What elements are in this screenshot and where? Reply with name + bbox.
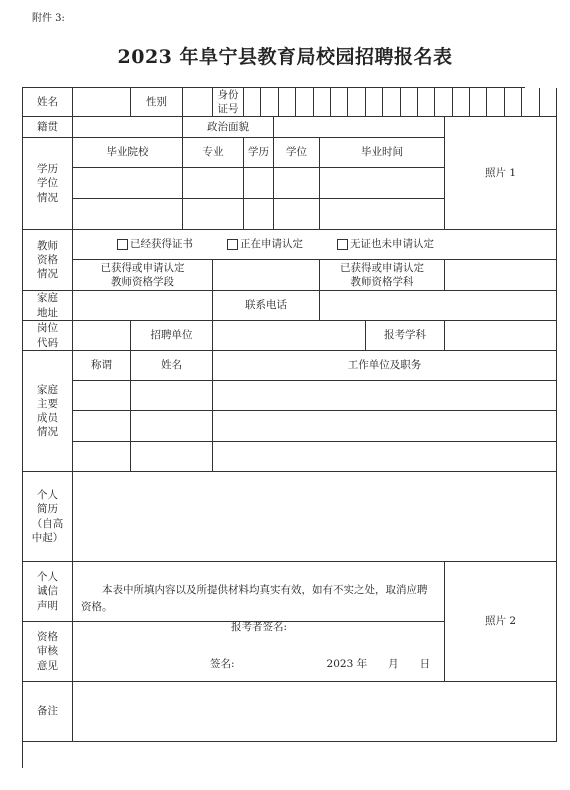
cert-option-applying[interactable]: 正在申请认定: [227, 237, 303, 251]
id-digit-box[interactable]: [522, 88, 539, 116]
id-digit-box[interactable]: [314, 88, 331, 116]
photo-2-box[interactable]: 照片 2: [445, 562, 557, 682]
gender-label: 性别: [131, 88, 183, 117]
family-name-field[interactable]: [131, 411, 213, 442]
edu-header-degree-level: 学历: [244, 138, 274, 168]
exam-subject-field[interactable]: [445, 321, 557, 351]
native-place-label: 籍贯: [23, 117, 73, 138]
remarks-field[interactable]: [73, 682, 557, 742]
family-workplace-field[interactable]: [213, 442, 557, 472]
edu-level-field[interactable]: [244, 199, 274, 230]
name-field[interactable]: [73, 88, 131, 117]
employer-field[interactable]: [213, 321, 366, 351]
edu-school-field[interactable]: [73, 199, 183, 230]
declaration-text: 本表中所填内容以及所提供材料均真实有效，如有不实之处，取消应聘资格。: [81, 584, 428, 613]
id-number-digit-boxes[interactable]: [244, 88, 557, 117]
cert-option-obtained[interactable]: 已经获得证书: [117, 237, 193, 251]
integrity-label-line3: 声明: [37, 599, 58, 612]
id-digit-box[interactable]: [244, 88, 261, 116]
resume-label-line4: 中起）: [31, 531, 64, 544]
phone-label: 联系电话: [213, 291, 320, 321]
review-signature-label: 签名:: [210, 657, 235, 670]
political-status-field[interactable]: [274, 117, 445, 138]
edu-header-major: 专业: [183, 138, 244, 168]
education-label: [23, 138, 73, 230]
id-digit-box[interactable]: [435, 88, 452, 116]
resume-label-line1: 个人: [37, 489, 58, 502]
integrity-label: [23, 562, 73, 622]
cert-subject-label-line2: 教师资格学科: [350, 276, 414, 288]
edu-header-school: 毕业院校: [73, 138, 183, 168]
edu-time-field[interactable]: [320, 199, 445, 230]
id-digit-box[interactable]: [383, 88, 400, 116]
home-address-field[interactable]: [73, 291, 213, 321]
integrity-label-line1: 个人: [37, 571, 58, 584]
cert-option-none[interactable]: 无证也未申请认定: [337, 237, 434, 251]
id-digit-box[interactable]: [418, 88, 435, 116]
phone-field[interactable]: [320, 291, 557, 321]
form-title: 2023 年阜宁县教育局校园招聘报名表: [117, 46, 453, 68]
employer-label: 招聘单位: [131, 321, 213, 351]
review-label-line3: 意见: [37, 659, 58, 672]
applicant-signature-label: 报考者签名:: [231, 620, 288, 633]
id-digit-box[interactable]: [296, 88, 313, 116]
integrity-declaration: [73, 562, 445, 633]
edu-major-field[interactable]: [183, 168, 244, 199]
id-digit-box[interactable]: [348, 88, 365, 116]
family-header-name: 姓名: [131, 351, 213, 381]
review-label-line2: 审核: [37, 645, 58, 658]
gender-field[interactable]: [183, 88, 213, 117]
cert-options: [73, 230, 557, 260]
family-header-workplace: 工作单位及职务: [213, 351, 557, 381]
cert-stage-label-line2: 教师资格学段: [111, 276, 174, 288]
family-name-field[interactable]: [131, 381, 213, 411]
cert-stage-label: [73, 260, 213, 291]
review-opinion-field[interactable]: [73, 622, 445, 682]
education-label-line3: 情况: [37, 191, 58, 204]
exam-subject-label: 报考学科: [366, 321, 445, 351]
id-digit-box[interactable]: [470, 88, 487, 116]
id-number-label-line2: 证号: [217, 103, 239, 115]
review-date-label: 2023 年 月 日: [326, 657, 431, 670]
id-digit-box[interactable]: [261, 88, 278, 116]
name-label: 姓名: [23, 88, 73, 117]
teacher-cert-label-line1: 教师: [37, 239, 58, 252]
cert-subject-field[interactable]: [445, 260, 557, 291]
id-digit-box[interactable]: [487, 88, 504, 116]
registration-form-table: [22, 87, 525, 768]
cert-stage-field[interactable]: [213, 260, 320, 291]
id-digit-box[interactable]: [366, 88, 383, 116]
family-name-field[interactable]: [131, 442, 213, 472]
family-relation-field[interactable]: [73, 381, 131, 411]
resume-label: [23, 472, 73, 562]
remarks-label: 备注: [23, 682, 73, 742]
id-digit-box[interactable]: [279, 88, 296, 116]
resume-label-line2: 简历: [37, 503, 58, 516]
political-status-label: 政治面貌: [183, 117, 274, 138]
family-label: [23, 351, 73, 472]
family-workplace-field[interactable]: [213, 381, 557, 411]
teacher-cert-label-line2: 资格: [37, 253, 58, 266]
integrity-label-line2: 诚信: [37, 585, 58, 598]
edu-degree-field[interactable]: [274, 199, 320, 230]
teacher-cert-label: [23, 230, 73, 291]
id-digit-box[interactable]: [505, 88, 522, 116]
education-label-line2: 学位: [37, 177, 58, 190]
home-address-label-line1: 家庭: [37, 292, 58, 305]
edu-time-field[interactable]: [320, 168, 445, 199]
id-number-label-line1: 身份: [217, 88, 239, 101]
id-number-label: [213, 88, 244, 117]
id-digit-box[interactable]: [540, 88, 556, 116]
post-code-label-line1: 岗位: [37, 322, 58, 335]
post-code-field[interactable]: [73, 321, 131, 351]
family-label-line1: 家庭: [37, 383, 58, 396]
photo-1-box[interactable]: 照片 1: [445, 117, 557, 230]
checkbox-icon[interactable]: [337, 239, 348, 250]
cert-stage-label-line1: 已获得或申请认定: [100, 261, 185, 274]
id-digit-box[interactable]: [401, 88, 418, 116]
checkbox-icon[interactable]: [117, 239, 128, 250]
cert-subject-label-line1: 已获得或申请认定: [340, 261, 424, 274]
teacher-cert-label-line3: 情况: [37, 268, 58, 281]
native-place-field[interactable]: [73, 117, 183, 138]
edu-level-field[interactable]: [244, 168, 274, 199]
family-relation-field[interactable]: [73, 442, 131, 472]
edu-school-field[interactable]: [73, 168, 183, 199]
cert-subject-label: [320, 260, 445, 291]
resume-field[interactable]: [73, 472, 557, 562]
edu-header-graduation-time: 毕业时间: [320, 138, 445, 168]
family-label-line4: 情况: [37, 426, 58, 439]
edu-major-field[interactable]: [183, 199, 244, 230]
home-address-label-line2: 地址: [37, 306, 58, 319]
resume-label-line3: （自高: [31, 517, 64, 530]
post-code-label-line2: 代码: [37, 336, 58, 349]
family-label-line3: 成员: [37, 412, 58, 424]
family-workplace-field[interactable]: [213, 411, 557, 442]
edu-degree-field[interactable]: [274, 168, 320, 199]
family-relation-field[interactable]: [73, 411, 131, 442]
family-label-line2: 主要: [37, 397, 58, 410]
home-address-label: [23, 291, 73, 321]
education-label-line1: 学历: [37, 163, 58, 176]
review-label: [23, 622, 73, 682]
review-label-line1: 资格: [37, 631, 58, 644]
annex-label: 附件 3:: [32, 13, 65, 24]
id-digit-box[interactable]: [331, 88, 348, 116]
checkbox-icon[interactable]: [227, 239, 238, 250]
edu-header-degree: 学位: [274, 138, 320, 168]
id-digit-box[interactable]: [453, 88, 470, 116]
post-code-label: [23, 321, 73, 351]
family-header-relation: 称谓: [73, 351, 131, 381]
